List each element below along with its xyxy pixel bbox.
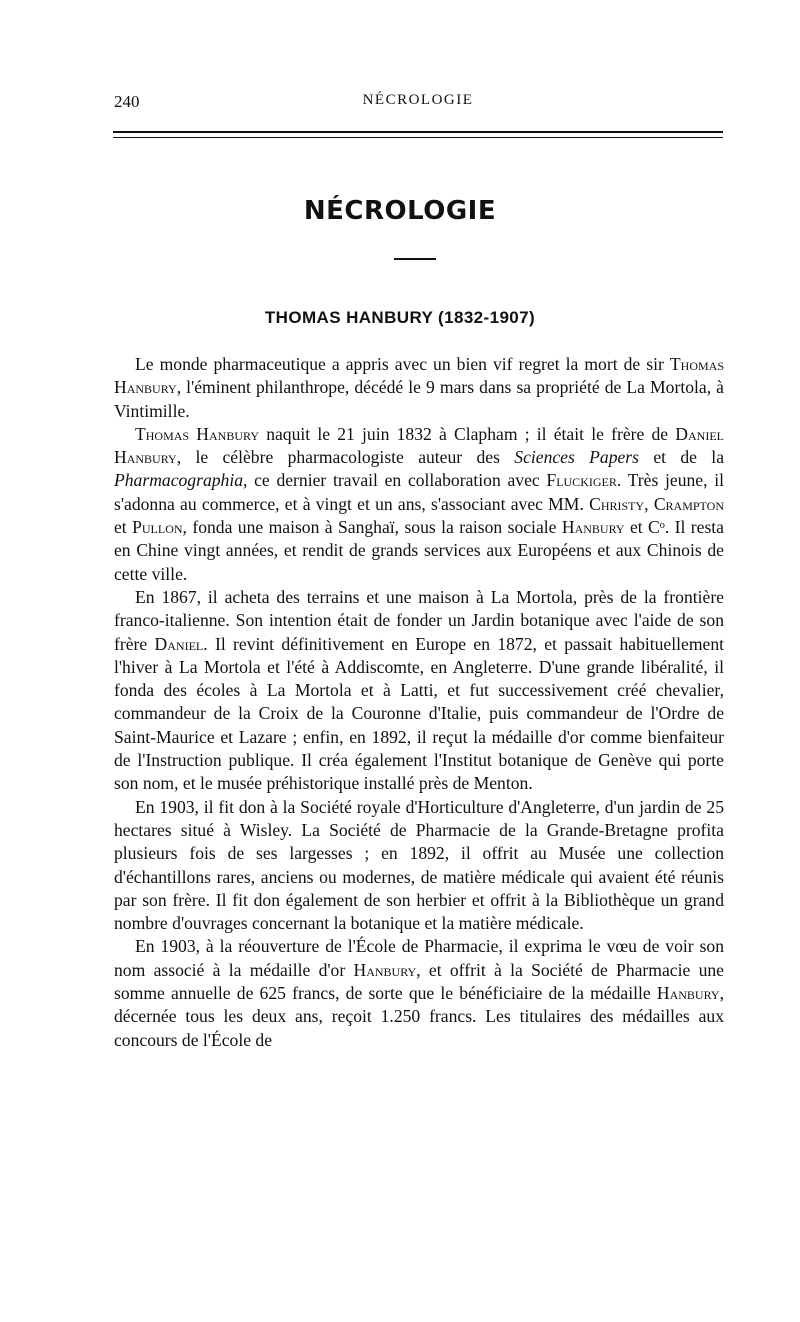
paragraph	[114, 796, 724, 936]
proper-name: Thomas Hanbury	[135, 423, 259, 444]
proper-name: Thomas Hanbury	[114, 354, 724, 398]
text-run: . Très jeune, il s'adonna au commerce, et à vingt et un ans, s'associant avec MM.	[114, 470, 724, 514]
proper-name: Fluckiger	[546, 470, 617, 491]
text-run: , décernée tous les deux ans, reçoit 1.250 francs. Les titulaires des médailles aux concours de l'École de	[114, 983, 724, 1050]
text-run: En 1903, à la réouverture de l'École de Pharmacie, il exprima le vœu de voir son nom associé à la médaille d'or	[114, 936, 724, 980]
proper-name: Christy	[589, 493, 645, 514]
book-title: Sciences Papers	[514, 447, 640, 468]
proper-name: Hanbury	[561, 517, 625, 538]
title-separator	[394, 258, 436, 260]
header-rule-thick	[113, 131, 723, 133]
header-rule-thin	[113, 137, 723, 138]
text-run: et Cᵒ. Il resta en Chine vingt années, et rendit de grands services aux Européens et aux Chinois de cette ville.	[114, 517, 724, 584]
proper-name: Daniel	[154, 633, 204, 654]
text-run: ,	[644, 493, 654, 514]
proper-name: Hanbury	[353, 959, 417, 980]
text-run: et de la	[639, 447, 725, 468]
text-run: et	[114, 517, 133, 538]
text-run: , ce dernier travail en collaboration avec	[243, 470, 547, 491]
proper-name: Pullon	[132, 517, 183, 538]
text-run: , le célèbre pharmacologiste auteur des	[176, 447, 515, 468]
page-number: 240	[114, 92, 140, 111]
text-run: . Il revint définitivement en Europe en 1872, et passait habituellement l'hiver à La Mortola et l'été à Addiscomte, en Angleterre. D'une grande libéralité, il fonda des écoles à La Mortola et à Latti, et fut successivement créé chevalier, commandeur de la Croix de la Couronne d'Italie, puis commandeur de l'Ordre de Saint-Maurice et Lazare ; enfin, en 1892, il reçut la médaille d'or comme bienfaiteur de l'Instruction publique. Il créa également l'Institut botanique de Genève qui porte son nom, et le musée préhistorique installé près de Menton.	[114, 633, 725, 794]
text-run: , fonda une maison à Sanghaï, sous la raison sociale	[182, 517, 562, 538]
text-run: Le monde pharmaceutique a appris avec un bien vif regret la mort de sir	[135, 354, 670, 374]
text-run: En 1903, il fit don à la Société royale d'Horticulture d'Angleterre, d'un jardin de 25 hectares situé à Wisley. La Société de Pharmacie de la Grande-Bretagne profita plusieurs fois de ses largesses ; en 1892, il offrit au Musée une collection d'échantillons rares, anciens ou modernes, de matière médicale qui avaient été réunis par son frère. Il fit don également de son herbier et offrit à la Bibliothèque un grand nombre d'ouvrages concernant la botanique et la matière médicale.	[114, 796, 724, 934]
paragraph	[114, 353, 724, 423]
page-title: NÉCROLOGIE	[303, 196, 497, 226]
text-run: naquit le 21 juin 1832 à Clapham ; il était le frère de	[259, 423, 676, 444]
proper-name: Crampton	[653, 493, 725, 514]
paragraph	[114, 935, 724, 1051]
article-body	[114, 353, 724, 1052]
running-title: NÉCROLOGIE	[362, 92, 474, 108]
proper-name: Daniel Hanbury	[114, 423, 724, 468]
text-run: En 1867, il acheta des terrains et une maison à La Mortola, près de la frontière franco-italienne. Son intention était de fonder un Jardin botanique avec l'aide de son frère	[114, 586, 724, 654]
paragraph	[114, 586, 724, 796]
book-title: Pharmacographia	[114, 470, 244, 491]
text-run: , et offrit à la Société de Pharmacie une somme annuelle de 625 francs, de sorte que le bénéficiaire de la médaille	[114, 959, 724, 1004]
running-header	[114, 92, 722, 114]
obituary-heading: THOMAS HANBURY (1832-1907)	[264, 308, 536, 327]
paragraph	[114, 423, 724, 586]
proper-name: Hanbury	[656, 983, 720, 1004]
text-run: , l'éminent philanthrope, décédé le 9 mars dans sa propriété de La Mortola, à Vintimille.	[114, 377, 724, 421]
